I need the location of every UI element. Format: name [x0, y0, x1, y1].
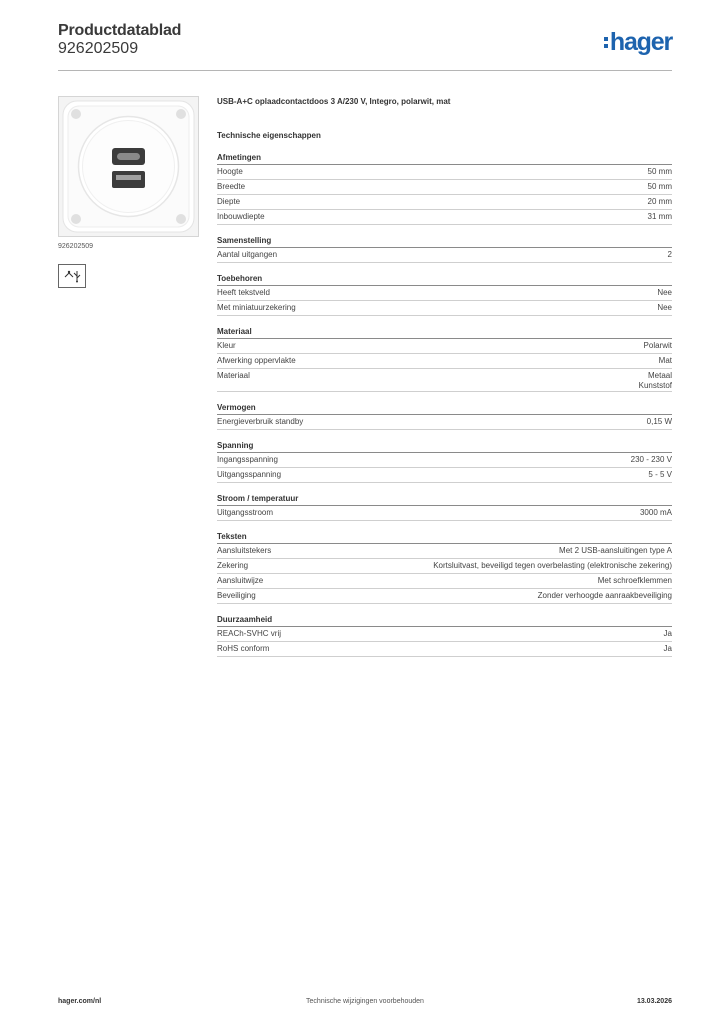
logo-mark-icon	[604, 37, 608, 48]
spec-value-line: Metaal	[647, 371, 672, 380]
spec-value	[631, 455, 672, 465]
spec-row	[217, 627, 672, 642]
spec-group	[217, 273, 672, 316]
spec-row	[217, 195, 672, 210]
spec-group	[217, 440, 672, 483]
spec-row	[217, 574, 672, 589]
spec-label: Afwerking oppervlakte	[217, 356, 296, 365]
spec-value	[664, 629, 672, 639]
spec-group-title: Materiaal	[217, 326, 672, 339]
spec-value-line: 3000 mA	[639, 508, 672, 517]
spec-label: RoHS conform	[217, 644, 270, 653]
spec-value	[648, 470, 672, 480]
spec-row	[217, 559, 672, 574]
spec-label: Uitgangsstroom	[217, 508, 274, 517]
spec-value-line: 230 - 230 V	[630, 455, 672, 464]
spec-value-line: 50 mm	[647, 182, 672, 191]
spec-value-line: Mat	[658, 356, 672, 365]
spec-value	[598, 576, 672, 586]
spec-label: Heeft tekstveld	[217, 288, 270, 297]
spec-label: Materiaal	[217, 371, 250, 380]
spec-row	[217, 301, 672, 316]
spec-group-title: Teksten	[217, 531, 672, 544]
spec-row	[217, 589, 672, 604]
spec-row	[217, 248, 672, 263]
spec-value-line: Ja	[663, 644, 672, 653]
usb-socket-illustration	[59, 97, 198, 236]
spec-label: Met miniatuurzekering	[217, 303, 296, 312]
spec-group	[217, 493, 672, 521]
spec-label: Kleur	[217, 341, 236, 350]
spec-group-title: Samenstelling	[217, 235, 672, 248]
spec-row	[217, 165, 672, 180]
spec-group	[217, 152, 672, 225]
spec-group	[217, 402, 672, 430]
spec-label: Inbouwdiepte	[217, 212, 265, 221]
product-image	[58, 96, 199, 237]
spec-value-line: 50 mm	[647, 167, 672, 176]
spec-value	[668, 250, 672, 260]
spec-row	[217, 544, 672, 559]
spec-group-title: Toebehoren	[217, 273, 672, 286]
spec-label: Uitgangsspanning	[217, 470, 282, 479]
spec-value	[640, 508, 672, 518]
spec-label: Energieverbruik standby	[217, 417, 304, 426]
spec-group	[217, 531, 672, 604]
footer-website-link[interactable]: hager.com/nl	[58, 998, 102, 1005]
spec-row	[217, 210, 672, 225]
spec-value-line: 2	[667, 250, 672, 259]
specifications	[217, 96, 672, 657]
spec-label: Aansluitwijze	[217, 576, 264, 585]
spec-value	[648, 182, 672, 192]
spec-group-title: Spanning	[217, 440, 672, 453]
spec-value	[659, 356, 672, 366]
spec-group-title: Vermogen	[217, 402, 672, 415]
spec-row	[217, 506, 672, 521]
spec-row	[217, 369, 672, 392]
spec-value	[647, 417, 672, 427]
usb-icon	[58, 264, 86, 288]
spec-value	[648, 197, 672, 207]
spec-group	[217, 235, 672, 263]
spec-label: Breedte	[217, 182, 246, 191]
document-number: 926202509	[58, 40, 139, 57]
spec-row	[217, 453, 672, 468]
document-title: Productdatablad	[58, 22, 182, 39]
product-code: 926202509	[58, 243, 94, 250]
spec-label: Aantal uitgangen	[217, 250, 278, 259]
spec-group-title: Stroom / temperatuur	[217, 493, 672, 506]
spec-label: Beveiliging	[217, 591, 256, 600]
spec-value	[538, 591, 672, 601]
spec-value-line: Nee	[657, 303, 672, 312]
hager-logo[interactable]	[604, 28, 672, 56]
spec-label: Ingangsspanning	[217, 455, 278, 464]
spec-value	[657, 303, 672, 313]
spec-row	[217, 468, 672, 483]
spec-value-line: 5 - 5 V	[648, 470, 672, 479]
spec-group-title: Duurzaamheid	[217, 614, 672, 627]
spec-value-line: 20 mm	[647, 197, 672, 206]
spec-value-line: Kortsluitvast, beveiligd tegen overbelasting (elektronische zekering)	[433, 561, 672, 570]
spec-groups	[217, 152, 672, 657]
spec-value	[433, 561, 672, 571]
product-description: USB-A+C oplaadcontactdoos 3 A/230 V, Integro, polarwit, mat	[217, 97, 451, 106]
page-footer	[58, 998, 672, 1010]
spec-label: Aansluitstekers	[217, 546, 272, 555]
spec-row	[217, 180, 672, 195]
section-title: Technische eigenschappen	[217, 131, 321, 140]
spec-value-line: Zonder verhoogde aanraakbeveiliging	[537, 591, 672, 600]
spec-value	[648, 167, 672, 177]
spec-value-line: 31 mm	[647, 212, 672, 221]
logo-text: hager	[609, 27, 672, 56]
footer-date: 13.03.2026	[636, 998, 672, 1005]
spec-value-line: Polarwit	[643, 341, 672, 350]
page-header	[58, 22, 672, 71]
spec-value-line: Ja	[663, 629, 672, 638]
spec-value-line: 0,15 W	[646, 417, 672, 426]
spec-label: REACh-SVHC vrij	[217, 629, 282, 638]
spec-value-line: Nee	[657, 288, 672, 297]
spec-row	[217, 339, 672, 354]
spec-row	[217, 642, 672, 657]
spec-label: Diepte	[217, 197, 241, 206]
spec-value-line: Met schroefklemmen	[597, 576, 672, 585]
spec-row	[217, 354, 672, 369]
spec-value-line: Kunststof	[638, 381, 672, 390]
spec-value-line: Met 2 USB-aansluitingen type A	[559, 546, 672, 555]
spec-row	[217, 286, 672, 301]
spec-label: Hoogte	[217, 167, 243, 176]
spec-value	[648, 212, 672, 222]
spec-value	[664, 644, 672, 654]
spec-group-title: Afmetingen	[217, 152, 672, 165]
spec-value	[657, 288, 672, 298]
spec-value	[644, 341, 672, 351]
spec-label: Zekering	[217, 561, 249, 570]
spec-value	[559, 546, 672, 556]
spec-group	[217, 614, 672, 657]
spec-group	[217, 326, 672, 392]
spec-value	[639, 371, 672, 391]
footer-notice: Technische wijzigingen voorbehouden	[306, 998, 424, 1005]
spec-row	[217, 415, 672, 430]
